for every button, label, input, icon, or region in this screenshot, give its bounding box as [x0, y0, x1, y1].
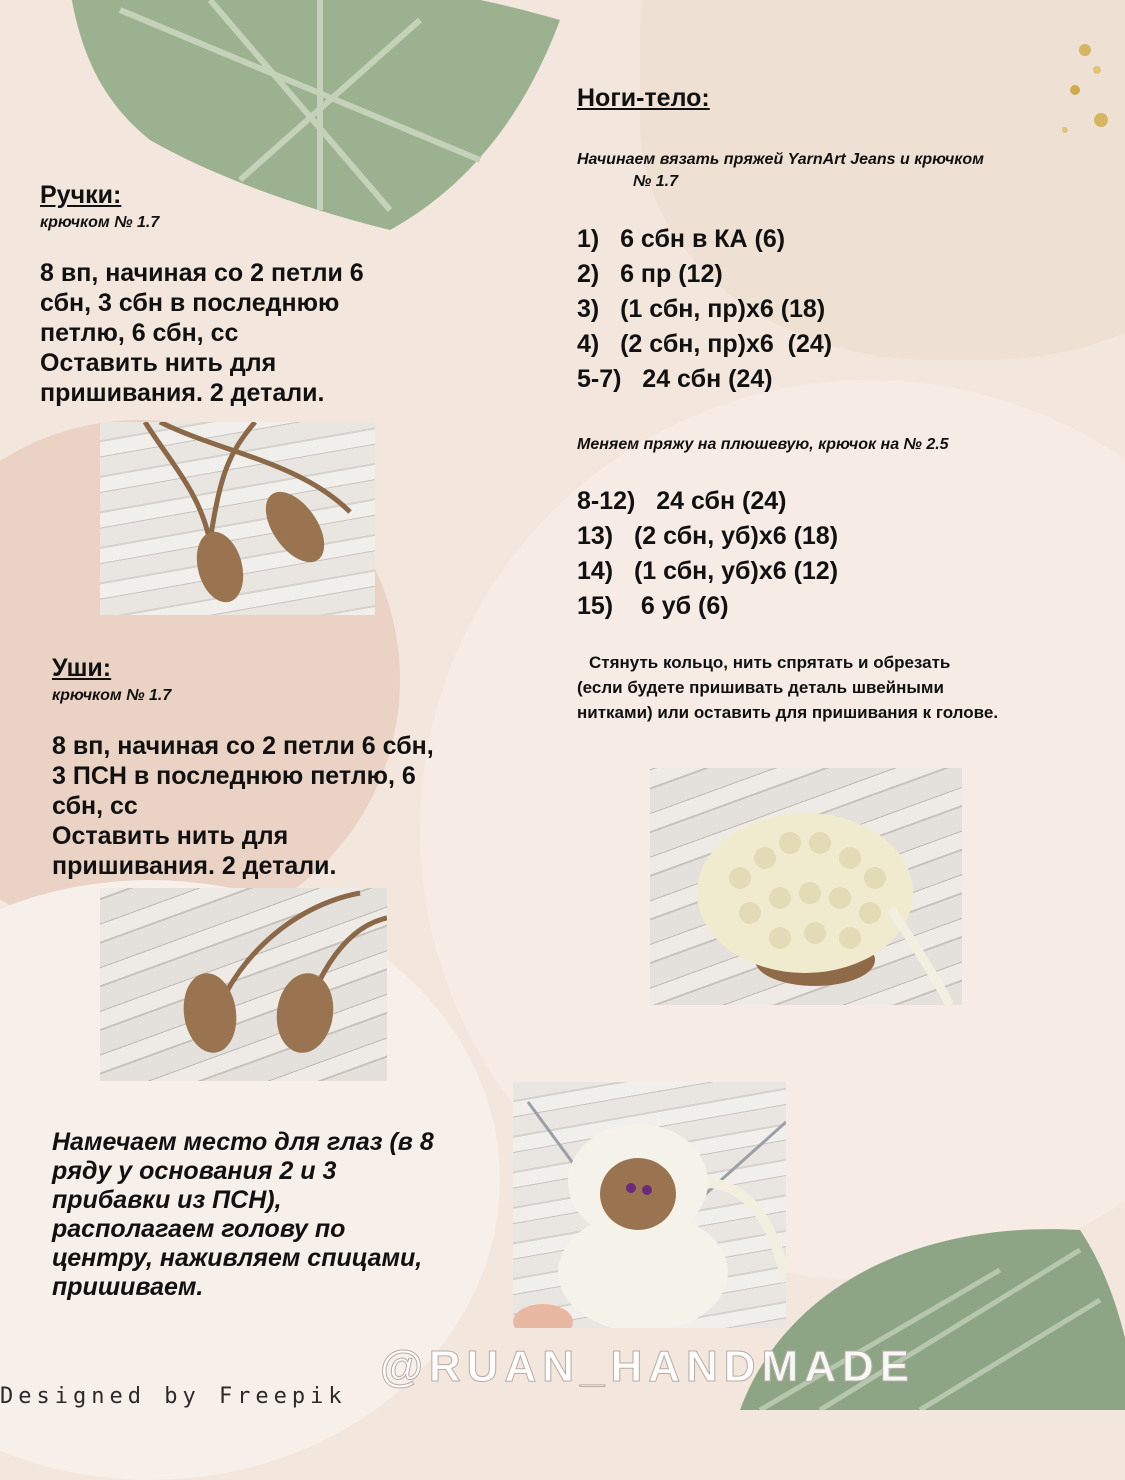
text-line: нитками) или оставить для пришивания к голове.	[577, 703, 999, 722]
monstera-leaf-decoration	[60, 0, 600, 240]
text-line: 8 вп, начиная со 2 петли 6 сбн,	[52, 732, 434, 760]
hands-photo	[100, 422, 375, 615]
rows-list-2	[577, 484, 838, 624]
pattern-row: 3) (1 сбн, пр)х6 (18)	[577, 295, 826, 323]
text-line: пришивания. 2 детали.	[40, 379, 325, 407]
ears-instructions	[52, 731, 434, 881]
text-line: 3 ПСН в последнюю петлю, 6	[52, 762, 416, 790]
yarn-change-note: Меняем пряжу на плюшевую, крючок на № 2.5	[577, 436, 949, 453]
crochet-hands-image	[100, 422, 375, 615]
ears-photo	[100, 888, 387, 1081]
pattern-row: 5-7) 24 сбн (24)	[577, 365, 773, 393]
ears-hook-size: крючком № 1.7	[52, 687, 172, 704]
text-line: пришиваем.	[52, 1273, 204, 1301]
body-photo	[650, 768, 962, 1005]
text-line: петлю, 6 сбн, сс	[40, 319, 239, 347]
text-line: Намечаем место для глаз (в 8	[52, 1128, 434, 1156]
pattern-row: 2) 6 пр (12)	[577, 260, 723, 288]
text-line: (если будете пришивать деталь швейными	[577, 678, 944, 697]
pattern-row: 15) 6 уб (6)	[577, 592, 729, 620]
text-line: Оставить нить для	[40, 349, 277, 377]
rows-list-1	[577, 222, 832, 397]
hands-instructions	[40, 258, 364, 408]
text-line: располагаем голову по	[52, 1215, 346, 1243]
text-line: 8 вп, начиная со 2 петли 6	[40, 259, 364, 287]
text-line: ряду у основания 2 и 3	[52, 1157, 337, 1185]
pattern-row: 14) (1 сбн, уб)х6 (12)	[577, 557, 839, 585]
finishing-note	[577, 650, 998, 725]
pattern-row: 4) (2 сбн, пр)х6 (24)	[577, 330, 833, 358]
pattern-row: 8-12) 24 сбн (24)	[577, 487, 787, 515]
text-line: центру, наживляем спицами,	[52, 1244, 423, 1272]
hands-title: Ручки:	[40, 181, 122, 209]
crochet-body-image	[650, 768, 962, 1005]
yarn-intro: Начинаем вязать пряжей YarnArt Jeans и крючком	[577, 151, 984, 168]
ears-title: Уши:	[52, 654, 112, 682]
assembly-photo	[513, 1082, 786, 1328]
pattern-row: 13) (2 сбн, уб)х6 (18)	[577, 522, 839, 550]
text-line: пришивания. 2 детали.	[52, 852, 337, 880]
yarn-intro-hook: № 1.7	[633, 173, 679, 190]
crochet-sheep-image	[513, 1082, 786, 1328]
text-line: сбн, 3 сбн в последнюю	[40, 289, 340, 317]
pattern-row: 1) 6 сбн в КА (6)	[577, 225, 786, 253]
text-line: Стянуть кольцо, нить спрятать и обрезать	[589, 653, 951, 672]
freepik-credit: Designed by Freepik	[0, 1384, 347, 1409]
hands-hook-size: крючком № 1.7	[40, 214, 160, 231]
text-line: прибавки из ПСН),	[52, 1186, 282, 1214]
legs-body-title: Ноги-тело:	[577, 84, 710, 112]
eyes-placement-note	[52, 1128, 434, 1302]
text-line: сбн, сс	[52, 792, 138, 820]
crochet-ears-image	[100, 888, 387, 1081]
text-line: Оставить нить для	[52, 822, 289, 850]
brand-watermark: @RUAN_HANDMADE	[380, 1342, 916, 1391]
gold-glitter-decoration	[1035, 30, 1115, 150]
